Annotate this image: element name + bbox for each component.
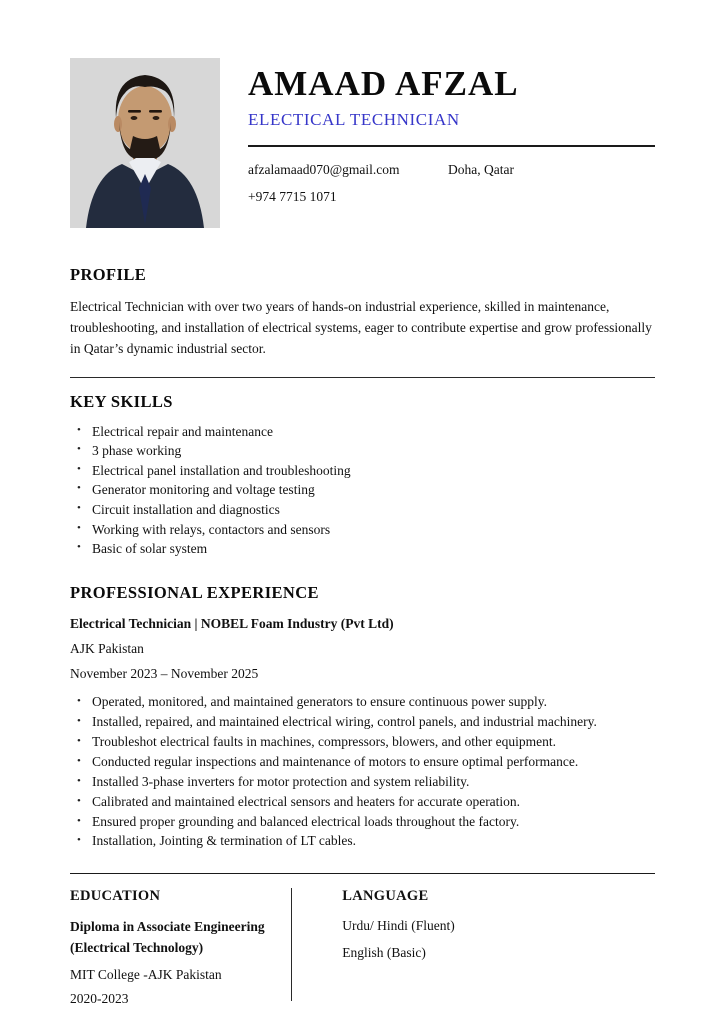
education-column bbox=[70, 888, 291, 1007]
list-item: • Conducted regular inspections and maintenance of motors to ensure optimal performance. bbox=[70, 752, 655, 772]
key-skills-heading: KEY SKILLS bbox=[70, 391, 173, 411]
experience-dates: November 2023 – November 2025 bbox=[70, 665, 259, 681]
header-identity bbox=[248, 58, 655, 228]
list-item: • Operated, monitored, and maintained generators to ensure continuous power supply. bbox=[70, 692, 655, 712]
list-item: • Troubleshot electrical faults in machines, compressors, blowers, and other equipment. bbox=[70, 732, 655, 752]
list-item: • Basic of solar system bbox=[70, 539, 655, 559]
experience-list bbox=[70, 692, 655, 852]
list-item: • Electrical repair and maintenance bbox=[70, 422, 655, 442]
resume-header bbox=[0, 0, 725, 228]
header-divider bbox=[248, 145, 655, 147]
profile-heading: PROFILE bbox=[70, 265, 147, 284]
list-item: • 3 phase working bbox=[70, 441, 655, 461]
section-divider-profile bbox=[70, 377, 655, 378]
experience-heading: PROFESSIONAL EXPERIENCE bbox=[70, 582, 319, 602]
experience-location: AJK Pakistan bbox=[70, 640, 144, 656]
list-item: • Installation, Jointing & termination of LT cables. bbox=[70, 831, 655, 851]
language-item: English (Basic) bbox=[342, 945, 426, 961]
list-item: • Installed 3-phase inverters for motor protection and system reliability. bbox=[70, 772, 655, 792]
candidate-name: AMAAD AFZAL bbox=[248, 64, 519, 103]
contact-email: afzalamaad070@gmail.com bbox=[248, 161, 400, 177]
list-item: • Calibrated and maintained electrical sensors and heaters for accurate operation. bbox=[70, 792, 655, 812]
portrait-illustration bbox=[70, 58, 220, 228]
education-heading: EDUCATION bbox=[70, 888, 161, 905]
candidate-title: ELECTICAL TECHNICIAN bbox=[248, 109, 460, 129]
profile-text: Electrical Technician with over two years of hands-on industrial experience, skilled in maintenance, troubleshooting, and installation of electrical systems, eager to contribute expertise and grow professionally in Qatar’s dynamic industrial sector. bbox=[70, 299, 652, 356]
contact-phone: +974 7715 1071 bbox=[248, 188, 337, 204]
education-degree: Diploma in Associate Engineering (Electrical Technology) bbox=[70, 919, 265, 955]
list-item: • Working with relays, contactors and sensors bbox=[70, 520, 655, 540]
list-item: • Generator monitoring and voltage testing bbox=[70, 480, 655, 500]
education-school: MIT College -AJK Pakistan bbox=[70, 966, 222, 982]
list-item: • Installed, repaired, and maintained electrical wiring, control panels, and industrial machinery. bbox=[70, 712, 655, 732]
contact-row bbox=[248, 162, 655, 178]
list-item: • Circuit installation and diagnostics bbox=[70, 500, 655, 520]
language-heading: LANGUAGE bbox=[342, 888, 429, 905]
education-years: 2020-2023 bbox=[70, 990, 129, 1006]
profile-photo bbox=[70, 58, 220, 228]
key-skills-list bbox=[70, 422, 655, 559]
list-item: • Electrical panel installation and troubleshooting bbox=[70, 461, 655, 481]
contact-location: Doha, Qatar bbox=[448, 161, 514, 177]
language-item: Urdu/ Hindi (Fluent) bbox=[342, 918, 455, 934]
bottom-section bbox=[0, 874, 725, 1007]
language-column bbox=[292, 888, 655, 1007]
experience-job-title: Electrical Technician | NOBEL Foam Industry (Pvt Ltd) bbox=[70, 615, 394, 631]
resume-body bbox=[0, 265, 725, 851]
list-item: • Ensured proper grounding and balanced electrical loads throughout the factory. bbox=[70, 812, 655, 832]
